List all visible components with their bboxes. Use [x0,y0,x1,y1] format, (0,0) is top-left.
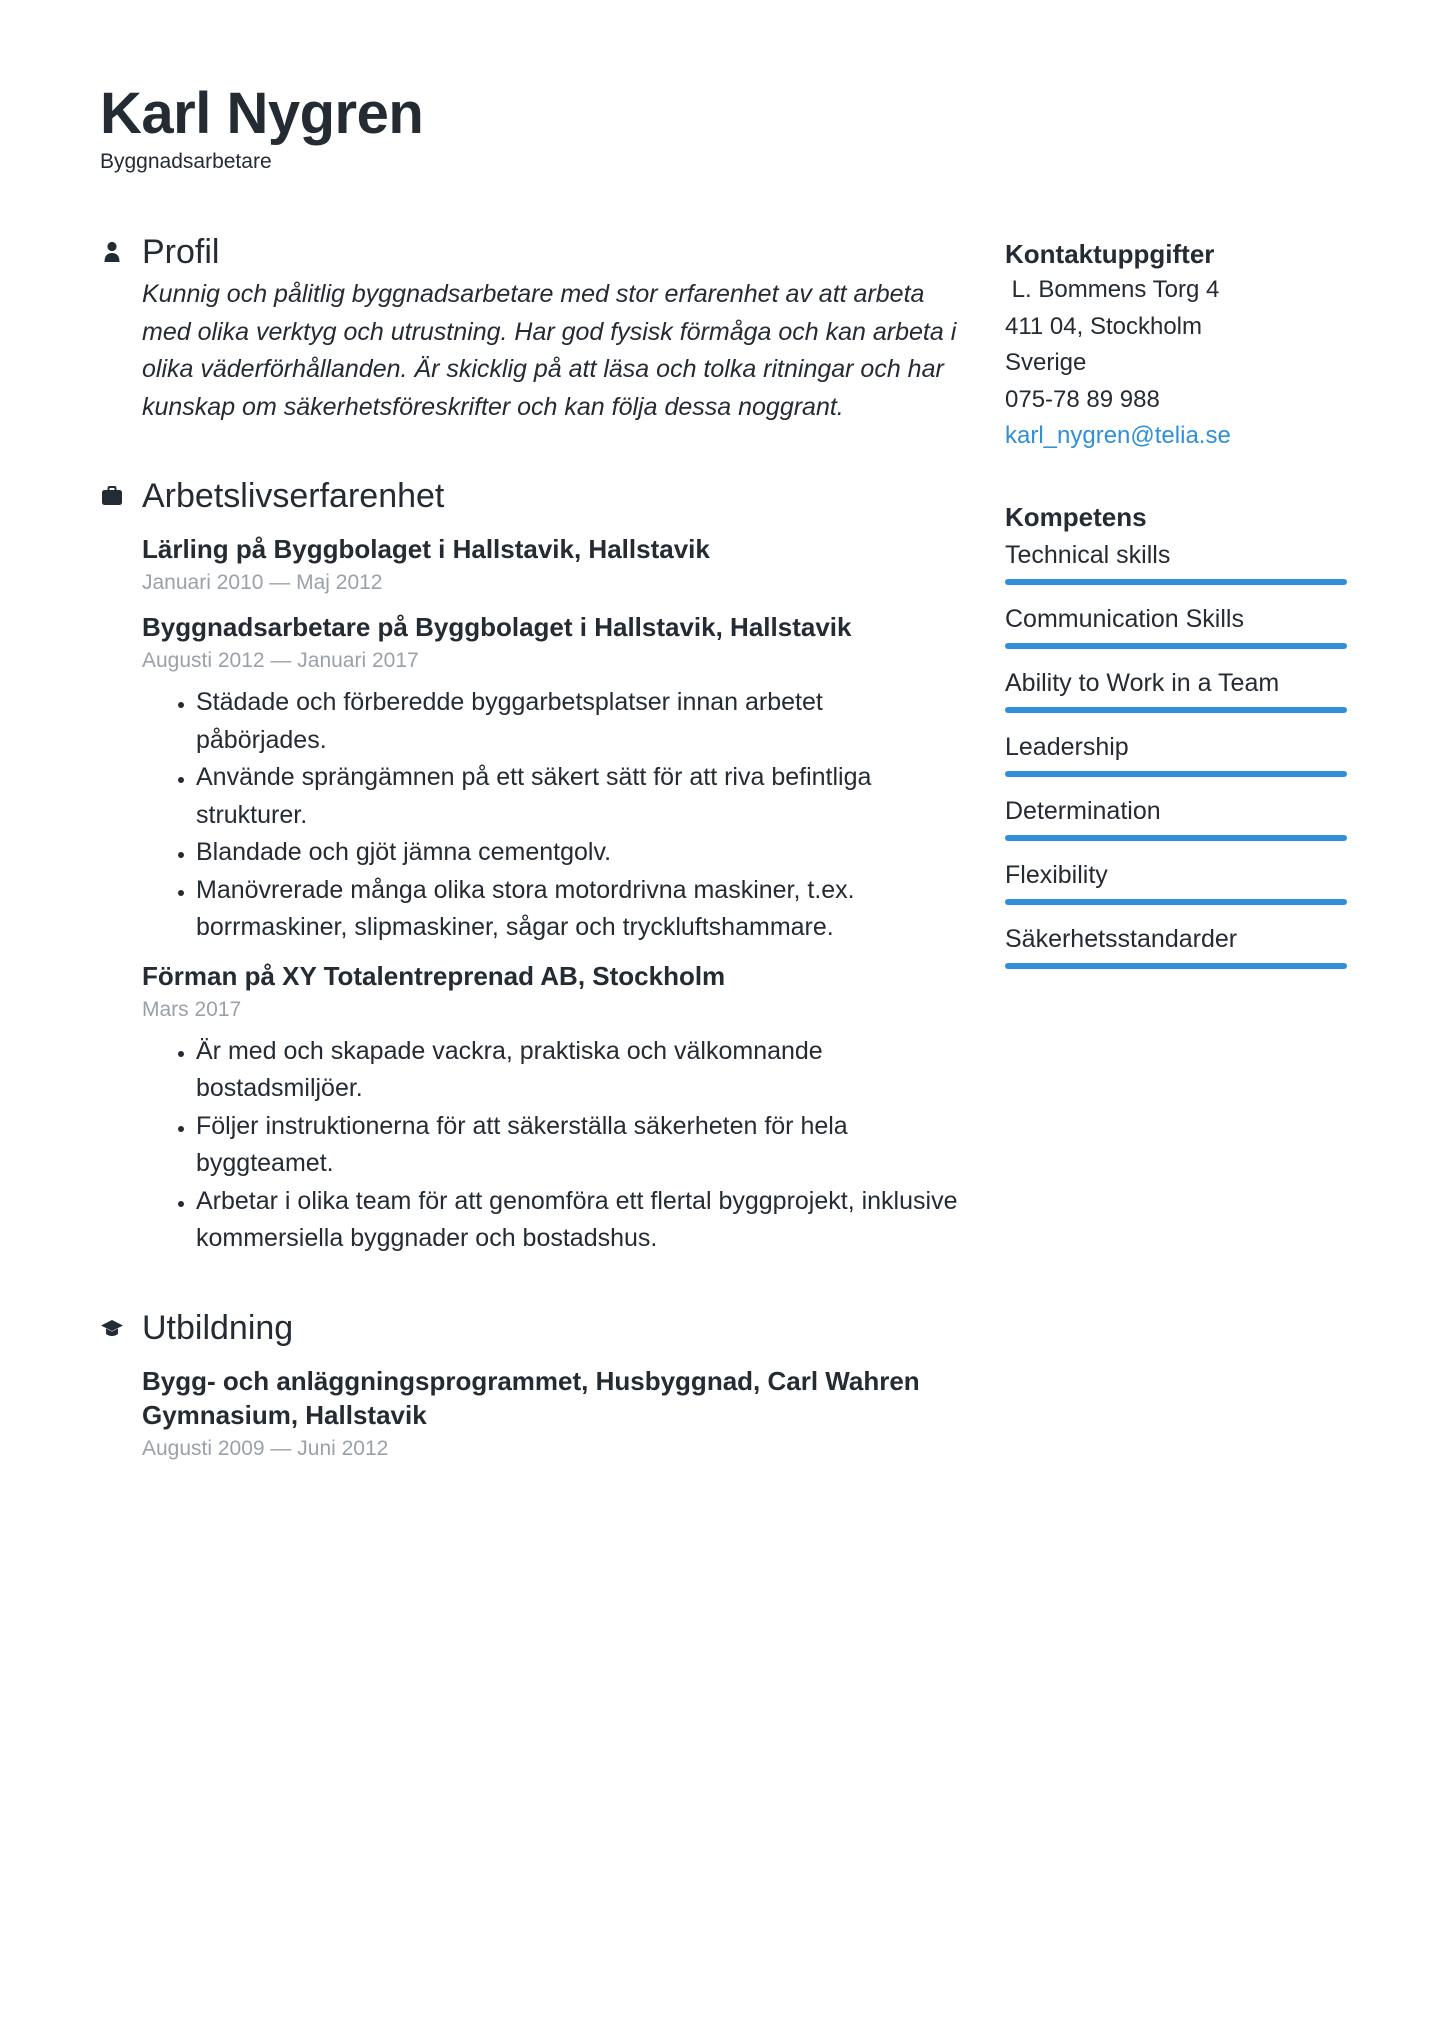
skill-item [1005,535,1347,585]
main-column [100,228,960,1464]
job-title: Byggnadsarbetare på Byggbolaget i Hallstavik, Hallstavik [142,612,852,642]
contact-phone: 075-78 89 988 [1005,385,1160,413]
skill-level-bar [1005,643,1347,649]
education-title: Bygg- och anläggningsprogrammet, Husbyggnad, Carl Wahren Gymnasium, Hallstavik [142,1365,920,1430]
skill-level-bar [1005,963,1347,969]
contact-country: Sverige [1005,349,1087,376]
job-entry [142,610,960,947]
skill-level-bar [1005,579,1347,585]
skill-name: Flexibility [1005,860,1108,889]
job-list [142,532,960,1258]
job-bullet: • Följer instruktionerna för att säkerställa säkerheten för hela byggteamet. [196,1108,960,1183]
education-date: Augusti 2009 — Juni 2012 [142,1436,389,1460]
skill-level-bar [1005,835,1347,841]
education-entry [142,1364,960,1464]
experience-section [100,472,960,1258]
skill-item [1005,855,1347,905]
sidebar [1005,236,1347,983]
education-heading: Utbildning [142,1308,294,1347]
skill-name: Leadership [1005,732,1129,761]
job-entry [142,959,960,1258]
skill-item [1005,599,1347,649]
job-title: Förman på XY Totalentreprenad AB, Stockholm [142,960,726,991]
job-title: Lärling på Byggbolaget i Hallstavik, Hallstavik [142,534,710,564]
education-section [100,1304,960,1464]
skill-name: Säkerhetsstandarder [1005,924,1238,953]
skills-list [1005,535,1347,969]
skill-name: Determination [1005,796,1161,825]
job-bullet: • Blandade och gjöt jämna cementgolv. [196,834,960,872]
contact-email-link[interactable]: karl_nygren@telia.se [1005,422,1231,449]
experience-heading: Arbetslivserfarenhet [142,477,445,515]
skill-item [1005,663,1347,713]
skill-name: Technical skills [1005,540,1171,569]
graduation-cap-icon [100,1316,124,1340]
skill-level-bar [1005,899,1347,905]
skill-name: Communication Skills [1005,604,1244,633]
job-bullet: • Arbetar i olika team för att genomföra ett flertal byggprojekt, inklusive kommersiella byggnader och bostadshus. [196,1183,960,1258]
skill-item [1005,727,1347,777]
job-bullet: • Städade och förberedde byggarbetsplatser innan arbetet påbörjades. [196,684,960,759]
job-bullet: • Använde sprängämnen på ett säkert sätt för att riva befintliga strukturer. [196,759,960,834]
profile-heading: Profil [142,233,220,271]
job-bullet-list [142,684,960,947]
job-bullet: • Är med och skapade vackra, praktiska och välkomnande bostadsmiljöer. [196,1033,960,1108]
job-date: Mars 2017 [142,997,242,1021]
skill-name: Ability to Work in a Team [1005,668,1280,697]
contact-street: L. Bommens Torg 4 [1005,276,1220,303]
briefcase-icon [100,484,124,508]
education-list [142,1364,960,1464]
contact-city: 411 04, Stockholm [1005,312,1203,340]
skills-heading: Kompetens [1005,501,1147,532]
job-entry [142,532,960,598]
skill-item [1005,791,1347,841]
job-date: Augusti 2012 — Januari 2017 [142,649,419,672]
job-bullet-list [142,1033,960,1258]
candidate-name: Karl Nygren [100,81,424,146]
person-icon [100,240,124,264]
job-date: Januari 2010 — Maj 2012 [142,571,383,594]
skill-level-bar [1005,771,1347,777]
skill-item [1005,919,1347,969]
job-bullet: • Manövrerade många olika stora motordrivna maskiner, t.ex. borrmaskiner, slipmaskiner, sågar och tryckluftshammare. [196,872,960,947]
skill-level-bar [1005,707,1347,713]
contact-heading: Kontaktuppgifter [1005,239,1215,269]
profile-section [100,228,960,426]
profile-text: Kunnig och pålitlig byggnadsarbetare med stor erfarenhet av att arbeta med olika verktyg och utrustning. Har god fysisk förmåga och kan arbeta i olika väderförhållanden. Är skicklig på att läsa och tolka ritningar och har kunskap om säkerhetsföreskrifter och kan följa dessa noggrant. [142,280,957,421]
candidate-title: Byggnadsarbetare [100,150,272,173]
